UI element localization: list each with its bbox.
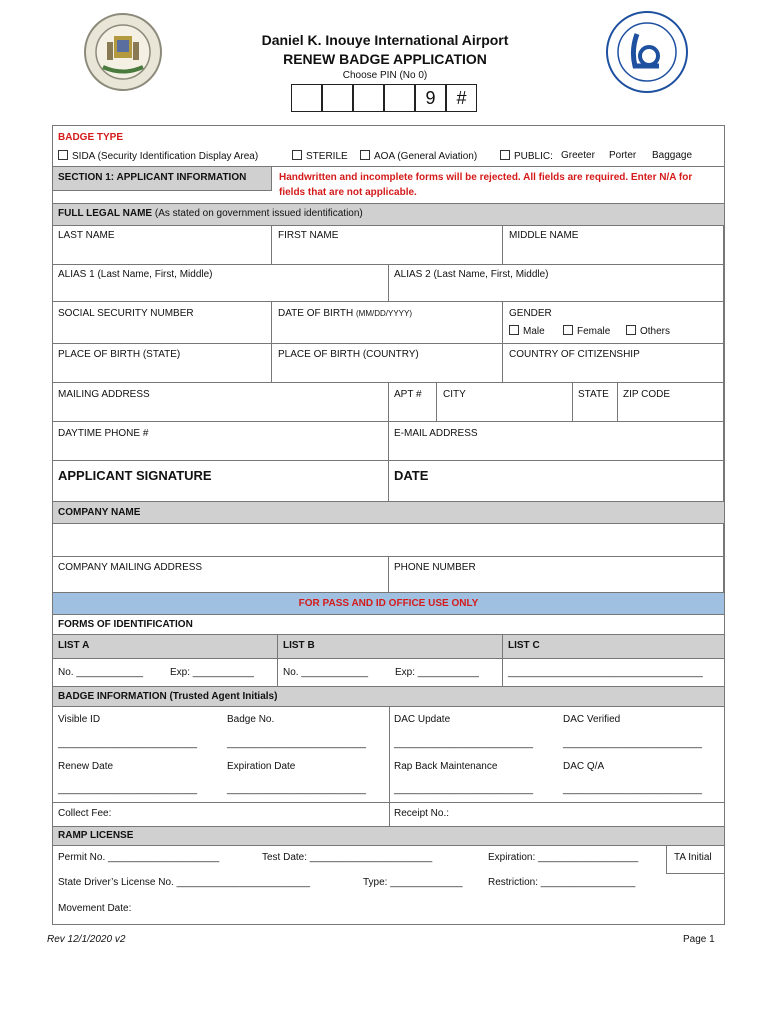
revision-label: Rev 12/1/2020 v2 (47, 934, 126, 945)
checkbox-icon (500, 150, 510, 160)
dac-verified-label: DAC Verified (563, 714, 621, 725)
badge-option-sida[interactable]: SIDA (Security Identification Display Area) (58, 150, 258, 163)
company-mailing-label: COMPANY MAILING ADDRESS (58, 562, 203, 573)
gender-option-male[interactable]: Male (509, 325, 545, 338)
public-option-baggage[interactable]: Baggage (652, 150, 693, 161)
rap-back-label: Rap Back Maintenance (394, 761, 498, 772)
section1-warning: Handwritten and incomplete forms will be rejected. All fields are required. Enter N/A for fields that are not applicable. (279, 172, 693, 198)
ssn-label: SOCIAL SECURITY NUMBER (58, 308, 194, 319)
signature-date-field[interactable] (389, 461, 724, 502)
list-b-label: LIST B (283, 640, 315, 651)
form-title: RENEW BADGE APPLICATION (283, 51, 487, 67)
dac-update-line[interactable]: _________________________ (394, 738, 534, 749)
pin-label: Choose PIN (No 0) (342, 70, 428, 81)
list-a-label: LIST A (58, 640, 90, 651)
list-c-line[interactable]: ___________________________________ (508, 667, 703, 678)
dac-verified-line[interactable]: _________________________ (563, 738, 703, 749)
gender-option-others[interactable]: Others (626, 325, 670, 338)
middle-name-label: MIDDLE NAME (509, 230, 579, 241)
dob-label: DATE OF BIRTH (MM/DD/YYYY) (278, 308, 412, 319)
license-type-field[interactable]: Type: _____________ (363, 877, 463, 888)
pin-box-3[interactable] (353, 84, 384, 112)
forms-id-heading: FORMS OF IDENTIFICATION (58, 619, 193, 630)
phone-label: DAYTIME PHONE # (58, 428, 149, 439)
legal-name-heading: FULL LEGAL NAME (As stated on government issued identification) (58, 208, 363, 219)
renew-date-label: Renew Date (58, 761, 114, 772)
renew-date-line[interactable]: _________________________ (58, 784, 198, 795)
pin-box-1[interactable] (291, 84, 322, 112)
badge-info-heading: BADGE INFORMATION (Trusted Agent Initials) (58, 691, 278, 702)
page-number: Page 1 (683, 934, 715, 945)
pin-box-4[interactable] (384, 84, 415, 112)
drivers-license-field[interactable]: State Driver’s License No. ________________________ (58, 877, 311, 888)
ramp-expiration-field[interactable]: Expiration: __________________ (488, 852, 639, 863)
list-b-expiration[interactable]: Exp: ___________ (395, 667, 479, 678)
alias1-label: ALIAS 1 (Last Name, First, Middle) (58, 269, 213, 280)
badge-no-line[interactable]: _________________________ (227, 738, 367, 749)
restriction-field[interactable]: Restriction: _________________ (488, 877, 636, 888)
apt-label: APT # (394, 389, 422, 400)
badge-no-label: Badge No. (227, 714, 275, 725)
list-a-number[interactable]: No. ____________ (58, 667, 144, 678)
public-option-porter[interactable]: Porter (609, 150, 637, 161)
signature-label: APPLICANT SIGNATURE (58, 468, 212, 483)
list-header-row (53, 635, 724, 659)
ta-initial-label: TA Initial (674, 852, 712, 863)
receipt-no-label[interactable]: Receipt No.: (394, 808, 450, 819)
expiration-date-label: Expiration Date (227, 761, 296, 772)
collect-fee-label[interactable]: Collect Fee: (58, 808, 112, 819)
pin-box-6[interactable]: # (446, 84, 477, 112)
rap-back-line[interactable]: _________________________ (394, 784, 534, 795)
list-c-label: LIST C (508, 640, 540, 651)
dac-qa-line[interactable]: _________________________ (563, 784, 703, 795)
badge-option-aoa[interactable]: AOA (General Aviation) (360, 150, 477, 163)
public-option-greeter[interactable]: Greeter (561, 150, 595, 161)
pin-box-2[interactable] (322, 84, 353, 112)
dac-update-label: DAC Update (394, 714, 451, 725)
movement-date-field[interactable]: Movement Date: (58, 903, 132, 914)
page-title: Daniel K. Inouye International Airport (261, 32, 509, 48)
list-a-expiration[interactable]: Exp: ___________ (170, 667, 254, 678)
company-name-field[interactable] (53, 524, 724, 557)
mailing-address-label: MAILING ADDRESS (58, 389, 150, 400)
checkbox-icon (58, 150, 68, 160)
citizenship-label: COUNTRY OF CITIZENSHIP (509, 349, 640, 360)
pob-country-label: PLACE OF BIRTH (COUNTRY) (278, 349, 419, 360)
checkbox-icon (626, 325, 636, 335)
dac-qa-label: DAC Q/A (563, 761, 605, 772)
checkbox-icon (292, 150, 302, 160)
office-use-title: FOR PASS AND ID OFFICE USE ONLY (298, 598, 479, 609)
checkbox-icon (360, 150, 370, 160)
gender-label: GENDER (509, 308, 552, 319)
city-label: CITY (443, 389, 466, 400)
list-b-number[interactable]: No. ____________ (283, 667, 369, 678)
alias2-label: ALIAS 2 (Last Name, First, Middle) (394, 269, 549, 280)
test-date-field[interactable]: Test Date: ______________________ (262, 852, 433, 863)
ramp-license-heading: RAMP LICENSE (58, 830, 134, 841)
state-label: STATE (578, 389, 609, 400)
badge-type-heading: BADGE TYPE (58, 132, 124, 143)
email-label: E-MAIL ADDRESS (394, 428, 478, 439)
company-banner (53, 502, 724, 524)
first-name-label: FIRST NAME (278, 230, 339, 241)
company-phone-label: PHONE NUMBER (394, 562, 476, 573)
company-name-label: COMPANY NAME (58, 507, 141, 518)
checkbox-icon (563, 325, 573, 335)
gender-option-female[interactable]: Female (563, 325, 610, 338)
expiration-date-line[interactable]: _________________________ (227, 784, 367, 795)
ramp-license-banner (53, 826, 724, 846)
pin-box-5[interactable]: 9 (415, 84, 446, 112)
badge-option-public[interactable]: PUBLIC: (500, 150, 553, 163)
visible-id-line[interactable]: _________________________ (58, 738, 198, 749)
last-name-label: LAST NAME (58, 230, 115, 241)
badge-option-sterile[interactable]: STERILE (292, 150, 348, 163)
checkbox-icon (509, 325, 519, 335)
section1-title: SECTION 1: APPLICANT INFORMATION (58, 172, 247, 183)
visible-id-label: Visible ID (58, 714, 101, 725)
zip-label: ZIP CODE (623, 389, 671, 400)
pob-state-label: PLACE OF BIRTH (STATE) (58, 349, 181, 360)
signature-date-label: DATE (394, 468, 429, 483)
permit-no-field[interactable]: Permit No. ____________________ (58, 852, 220, 863)
